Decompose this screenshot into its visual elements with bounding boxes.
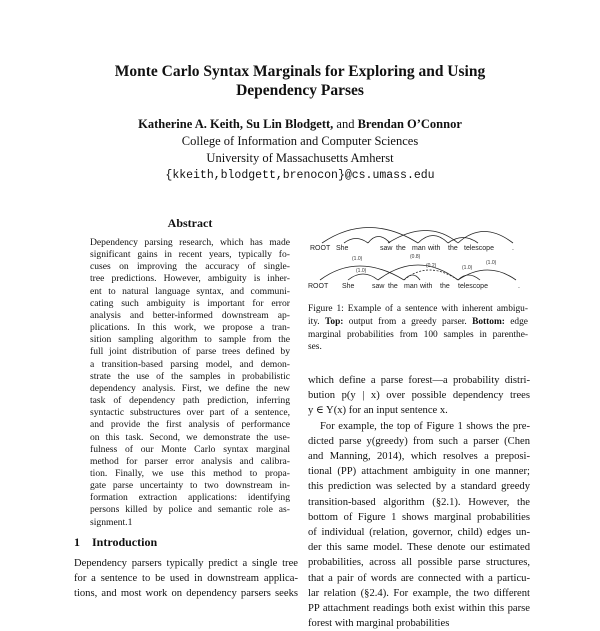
- top-token: .: [512, 245, 514, 252]
- body-line: transition-based algorithm (§2.1). However, the: [308, 496, 530, 508]
- abstract-line: significant gains in recent years, typically fo-: [90, 249, 290, 261]
- body-line: which define a parse forest—a probability distri-: [308, 375, 530, 386]
- edge-prob: (1.0): [486, 260, 497, 266]
- intro-line: tions, and most work on dependency parsers seeks: [74, 588, 298, 599]
- abstract-line: formation extraction applications: identifying: [90, 492, 290, 504]
- bottom-arc: [404, 275, 420, 280]
- abstract-heading: Abstract: [167, 216, 213, 230]
- right-column-body: [308, 373, 530, 631]
- bottom-tokens: [308, 283, 520, 290]
- abstract-line: sition sampling algorithm to sample from the: [90, 334, 290, 346]
- bottom-arc: [348, 274, 378, 280]
- caption-fragment: edge: [504, 316, 528, 327]
- top-token: telescope: [464, 245, 494, 252]
- body-line: probabilities, across all possible parse structures,: [308, 557, 530, 569]
- body-line: of individual (relation, governor, child) edges un-: [308, 527, 530, 539]
- abstract-line: ent to natural language syntax, and communi-: [90, 285, 290, 297]
- top-arc: [458, 232, 513, 244]
- body-line: y ∈ Y(x) for an input sentence x.: [308, 405, 448, 417]
- edge-prob: (1.0): [352, 256, 363, 262]
- caption-line: [308, 316, 528, 329]
- figure-1-dependency-diagram: [308, 210, 528, 300]
- body-line: this prediction was selected by a standard greedy: [308, 481, 530, 493]
- top-token: saw: [380, 245, 393, 252]
- bottom-arcs: [320, 265, 516, 280]
- top-token: She: [336, 245, 349, 252]
- abstract-line: a transition-based parsing model, and demon-: [90, 358, 290, 370]
- bottom-token: with: [420, 283, 433, 290]
- top-token: man: [412, 245, 426, 252]
- top-token: the: [448, 245, 458, 252]
- bottom-token: the: [388, 283, 398, 290]
- abstract-line: dependency analysis. First, we define the new: [90, 382, 290, 394]
- bottom-arc: [458, 270, 516, 280]
- abstract-line: task of dependency path prediction, inferring: [90, 395, 290, 407]
- body-line: For example, the top of Figure 1 shows the pre-: [320, 420, 530, 432]
- abstract-line: strate the use of the samples in probabilistic: [90, 370, 290, 382]
- abstract-line: cuses on improving the accuracy of single-: [90, 261, 290, 273]
- top-token: the: [396, 245, 406, 252]
- abstract-line: cating such ambiguity is important for error: [90, 297, 290, 309]
- body-line: that a pair of words are connected with a particu-: [308, 572, 530, 584]
- caption-fragment: output from a greedy parser.: [343, 316, 473, 327]
- edge-prob: (0.8): [410, 254, 421, 260]
- body-line: der this same model. These denote our estimated: [308, 542, 530, 554]
- top-arc: [388, 231, 458, 244]
- authors-bold: Katherine A. Keith, Su Lin Blodgett,: [138, 117, 334, 131]
- top-arc: [448, 238, 478, 244]
- abstract-line: method for parser error analysis and calibra-: [90, 455, 290, 467]
- bottom-token: saw: [372, 283, 385, 290]
- abstract-line: persons killed by police and semantic role as-: [90, 504, 290, 516]
- bottom-token: She: [342, 283, 355, 290]
- caption-line: marginal probabilities from 100 samples in parenthe-: [308, 329, 528, 340]
- figure-1-caption: [308, 303, 528, 354]
- abstract-body: [90, 237, 290, 529]
- body-line: PP attachment readings both exist within this parse: [308, 603, 530, 615]
- caption-bottom-label: Bottom:: [472, 316, 505, 327]
- abstract-line: signment.1: [90, 516, 133, 528]
- abstract-line: on this task. Second, we demonstrate the use-: [90, 431, 290, 443]
- bottom-probs: [352, 254, 497, 274]
- bottom-token: man: [404, 283, 418, 290]
- bottom-token: ROOT: [308, 283, 329, 290]
- edge-prob: (1.0): [462, 265, 473, 271]
- top-arc: [368, 237, 390, 244]
- top-arcs: [322, 228, 513, 244]
- intro-line: for a sentence to be used in downstream applica-: [74, 573, 298, 584]
- affiliation-university: University of Massachusetts Amherst: [206, 151, 394, 165]
- abstract-line: analysis and better-informed downstream ap-: [90, 309, 290, 321]
- abstract-line: tion. Finally, we use this method to propa-: [90, 467, 290, 479]
- caption-line: Figure 1: Example of a sentence with inherent ambigu-: [308, 304, 528, 314]
- body-line: forest with marginal probabilities: [308, 618, 450, 630]
- body-line: bution p(y | x) over possible dependency trees: [308, 390, 530, 402]
- bottom-token: the: [440, 283, 450, 290]
- abstract-line: and provide the first analysis of performance: [90, 419, 290, 431]
- abstract-line: fulness of our Monte Carlo syntax marginal: [90, 443, 290, 455]
- section-heading-introduction: [74, 535, 157, 550]
- edge-prob: (0.2): [426, 263, 437, 269]
- authors-last: Brendan O’Connor: [357, 117, 462, 131]
- caption-fragment: ity.: [308, 316, 325, 327]
- abstract-line: full joint distribution of parse trees defined by: [90, 346, 290, 358]
- body-line: and Manning, 2014), which resolves a preposi-: [308, 451, 530, 463]
- body-line: dicted parse y(greedy) from such a parser (Chen: [308, 435, 530, 447]
- affiliation-college: College of Information and Computer Sciences: [181, 134, 419, 148]
- abstract-line: Dependency parsing research, which has made: [90, 237, 290, 248]
- body-line: bottom of Figure 1 shows marginal probabilities: [308, 511, 530, 523]
- top-tokens: [310, 245, 514, 252]
- intro-line: Dependency parsers typically predict a single tree: [74, 558, 298, 569]
- introduction-body: [74, 556, 298, 601]
- abstract-line: plications. In this work, we propose a tran-: [90, 322, 290, 334]
- abstract-line: syntactic substructures over part of a sentence,: [90, 407, 290, 419]
- authors-and: and: [333, 117, 358, 131]
- section-title: Introduction: [92, 535, 158, 549]
- caption-line: ses.: [308, 342, 322, 353]
- author-list: [40, 116, 560, 133]
- body-line: tional (PP) attachment ambiguity in one manner;: [308, 466, 530, 478]
- bottom-token: telescope: [458, 283, 488, 290]
- paper-title-line1: Monte Carlo Syntax Marginals for Exploring and Using: [114, 63, 486, 80]
- top-arc: [418, 236, 448, 244]
- top-token: with: [428, 245, 441, 252]
- caption-top-label: Top:: [324, 316, 344, 327]
- section-number: 1: [74, 535, 80, 549]
- top-arc: [344, 239, 368, 244]
- top-token: ROOT: [310, 245, 331, 252]
- body-line: lar relation (§2.4). For example, the two different: [308, 587, 530, 599]
- paper-title-line2: Dependency Parses: [236, 82, 364, 99]
- bottom-token: .: [518, 283, 520, 290]
- edge-prob: (1.0): [356, 268, 367, 274]
- abstract-line: gate parse uncertainty to two downstream in-: [90, 480, 290, 492]
- abstract-line: tree predictions. However, ambiguity is inher-: [90, 273, 290, 285]
- author-emails: {kkeith,blodgett,brenocon}@cs.umass.edu: [165, 169, 435, 182]
